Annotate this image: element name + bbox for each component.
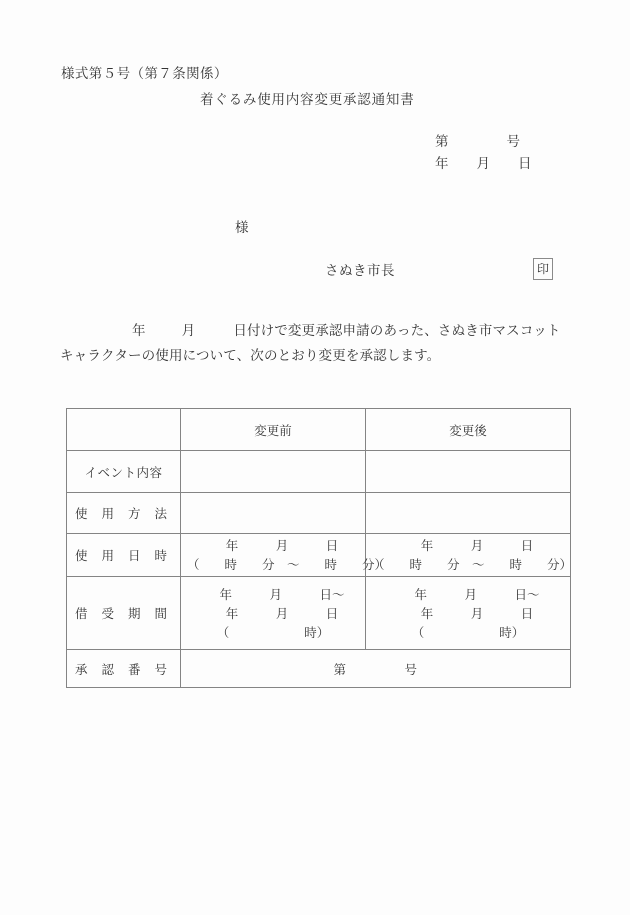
addressee-honorific: 様: [235, 220, 249, 236]
signer-name: さぬき市長: [325, 263, 395, 279]
row-label-rental-period: 借 受 期 間: [67, 577, 181, 650]
period-after-line-3: （ 時）: [411, 624, 525, 640]
datetime-after-lines: [366, 536, 573, 574]
document-title: 着ぐるみ使用内容変更承認通知書: [200, 92, 415, 108]
header-cell-empty: [67, 409, 181, 451]
period-after-line-2: 年 月 日: [420, 605, 534, 621]
body-paragraph: [60, 319, 572, 369]
cell-datetime-after[interactable]: [366, 534, 571, 577]
cell-datetime-before[interactable]: [181, 534, 388, 577]
period-before-lines: [181, 585, 365, 642]
body-text-line1: 日付けで変更承認申請のあった、さぬき市マスコットキャ: [60, 323, 561, 364]
document-number-suffix: 号: [506, 134, 520, 150]
document-number-prefix: 第: [435, 134, 449, 150]
period-before-line-3: （ 時）: [216, 624, 330, 640]
row-label-approval-number: 承 認 番 号: [67, 650, 181, 688]
body-month-label: 月: [181, 323, 196, 339]
form-number-label: 様式第５号（第７条関係）: [61, 66, 228, 82]
date-year-label: 年: [435, 156, 449, 172]
table-row: [67, 577, 571, 650]
row-label-usage-datetime: 使 用 日 時: [67, 534, 181, 577]
cell-period-before[interactable]: [181, 577, 366, 650]
header-cell-after: 変更後: [366, 409, 571, 451]
date-day-label: 日: [518, 156, 532, 172]
date-month-blank: [490, 153, 518, 175]
date-month-label: 月: [476, 156, 490, 172]
period-after-lines: [366, 585, 570, 642]
datetime-after-line-2: （ 時 分 ～ 時 分）: [372, 557, 573, 572]
cell-event-before[interactable]: [181, 451, 366, 493]
table-row: [67, 534, 571, 577]
document-number-date-block: [435, 131, 545, 175]
datetime-before-line-1: 年 月 日: [225, 538, 339, 553]
document-number-row: [435, 131, 545, 153]
table-row: [67, 451, 571, 493]
document-number-blank: [449, 131, 507, 153]
date-year-blank: [449, 153, 477, 175]
row-label-usage-method: 使 用 方 法: [67, 493, 181, 534]
datetime-before-lines: [181, 536, 388, 574]
row-label-event-content: イベント内容: [67, 451, 181, 493]
body-text-line2: ラクターの使用について、次のとおり変更を承認します。: [87, 348, 441, 364]
document-date-row: [435, 153, 545, 175]
datetime-after-line-1: 年 月 日: [420, 538, 534, 553]
approval-number-suffix: 号: [404, 661, 418, 677]
period-before-line-1: 年 月 日～: [219, 586, 345, 602]
cell-method-before[interactable]: [181, 493, 366, 534]
period-before-line-2: 年 月 日: [225, 605, 339, 621]
table-row: [67, 493, 571, 534]
cell-method-after[interactable]: [366, 493, 571, 534]
approval-number-inner: [333, 662, 417, 677]
approval-number-prefix: 第: [333, 661, 347, 677]
body-year-label: 年: [132, 323, 146, 339]
cell-approval-number-value[interactable]: [181, 650, 571, 688]
period-after-line-1: 年 月 日～: [414, 586, 540, 602]
table-header-row: [67, 409, 571, 451]
cell-period-after[interactable]: [366, 577, 571, 650]
table-row: [67, 650, 571, 688]
cell-event-after[interactable]: [366, 451, 571, 493]
change-details-table: [66, 408, 571, 688]
datetime-before-line-2: （ 時 分 ～ 時 分）: [187, 557, 388, 572]
header-cell-before: 変更前: [181, 409, 366, 451]
seal-stamp-box: 印: [533, 258, 553, 280]
